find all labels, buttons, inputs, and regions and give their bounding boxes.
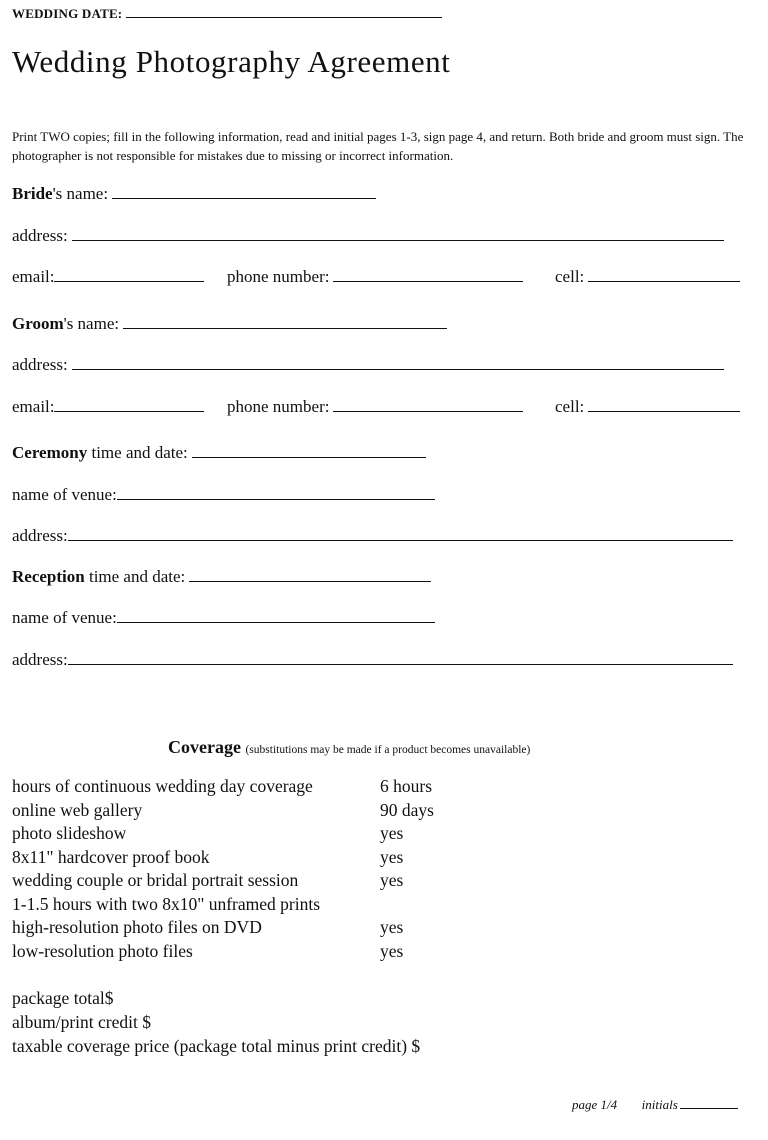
bride-cell-field (555, 267, 740, 287)
coverage-item-value: 90 days (380, 799, 434, 820)
ceremony-time-blank[interactable] (192, 456, 426, 458)
coverage-note: (substitutions may be made if a product becomes unavailable) (245, 744, 531, 756)
coverage-item-value: yes (380, 940, 404, 961)
bride-name-field (12, 184, 376, 204)
coverage-item-value: yes (380, 917, 404, 937)
groom-label: Groom (12, 314, 64, 333)
coverage-item-label: 8x11" hardcover proof book (12, 846, 210, 867)
groom-name-field (12, 314, 447, 334)
wedding-date-blank[interactable] (126, 16, 442, 18)
groom-cell-blank[interactable] (588, 410, 740, 412)
reception-venue-field (12, 608, 435, 628)
initials-label: initials (641, 1097, 678, 1112)
coverage-item-value: 6 hours (380, 776, 433, 796)
groom-email-field (12, 397, 204, 417)
bride-email-label: email: (12, 267, 55, 286)
coverage-item-label: hours of continuous wedding day coverage (12, 776, 313, 796)
coverage-item-label: photo slideshow (12, 823, 127, 843)
ceremony-time-label: time and date: (87, 443, 188, 462)
groom-email-label: email: (12, 397, 55, 416)
groom-address-label: address: (12, 355, 68, 374)
coverage-title: Coverage (168, 737, 241, 757)
groom-name-label: 's name: (63, 314, 120, 333)
wedding-date-field (12, 6, 442, 22)
bride-cell-label: cell: (555, 267, 585, 286)
coverage-item-label: low-resolution photo files (12, 940, 193, 961)
coverage-item-label: online web gallery (12, 799, 143, 820)
package-total: package total$ (12, 988, 114, 1008)
ceremony-address-label: address: (12, 526, 68, 545)
reception-time-field (12, 567, 431, 587)
instructions-text: Print TWO copies; fill in the following information, read and initial pages 1-3, sign page 4, and return. Both bride and groom must sign. The photographer is not responsible for mistakes due to missing or incorrect information. (12, 129, 744, 163)
bride-label: Bride (12, 184, 53, 203)
reception-venue-blank[interactable] (117, 621, 435, 623)
groom-phone-label: phone number: (227, 397, 330, 416)
bride-email-blank[interactable] (54, 280, 204, 282)
groom-address-field (12, 355, 724, 375)
coverage-heading (168, 737, 530, 758)
initials-blank[interactable] (680, 1107, 738, 1109)
reception-label: Reception (12, 567, 85, 586)
page-title: Wedding Photography Agreement (12, 44, 451, 79)
ceremony-time-field (12, 443, 426, 463)
groom-cell-label: cell: (555, 397, 585, 416)
reception-venue-label: name of venue: (12, 608, 117, 627)
ceremony-venue-field (12, 485, 435, 505)
groom-phone-blank[interactable] (333, 410, 523, 412)
bride-phone-field (227, 267, 523, 287)
coverage-item-label: high-resolution photo files on DVD (12, 917, 262, 937)
ceremony-venue-blank[interactable] (117, 498, 435, 500)
reception-address-field (12, 650, 733, 670)
groom-address-blank[interactable] (72, 368, 724, 370)
ceremony-venue-label: name of venue: (12, 485, 117, 504)
bride-name-label: 's name: (52, 184, 109, 203)
bride-address-field (12, 226, 724, 246)
coverage-item-value: yes (380, 870, 404, 890)
wedding-date-label: WEDDING DATE: (12, 6, 123, 21)
bride-phone-label: phone number: (227, 267, 330, 286)
groom-phone-field (227, 397, 523, 417)
reception-time-blank[interactable] (189, 580, 431, 582)
bride-address-blank[interactable] (72, 239, 724, 241)
ceremony-address-blank[interactable] (68, 539, 733, 541)
groom-email-blank[interactable] (54, 410, 204, 412)
bride-name-blank[interactable] (112, 197, 376, 199)
bride-cell-blank[interactable] (588, 280, 740, 282)
bride-address-label: address: (12, 226, 68, 245)
bride-phone-blank[interactable] (333, 280, 523, 282)
coverage-item-label: 1-1.5 hours with two 8x10" unframed prints (12, 893, 321, 914)
groom-name-blank[interactable] (123, 327, 447, 329)
coverage-item-value: yes (380, 846, 404, 867)
page-footer (572, 1097, 738, 1113)
ceremony-label: Ceremony (12, 443, 88, 462)
album-print-credit: album/print credit $ (12, 1012, 151, 1032)
groom-cell-field (555, 397, 740, 417)
coverage-item-label: wedding couple or bridal portrait session (12, 870, 299, 890)
reception-address-label: address: (12, 650, 68, 669)
ceremony-address-field (12, 526, 733, 546)
reception-time-label: time and date: (84, 567, 186, 586)
coverage-item-value: yes (380, 823, 404, 843)
page-number: page 1/4 (572, 1097, 618, 1112)
taxable-coverage-price: taxable coverage price (package total minus print credit) $ (12, 1036, 421, 1056)
reception-address-blank[interactable] (68, 663, 733, 665)
bride-email-field (12, 267, 204, 287)
